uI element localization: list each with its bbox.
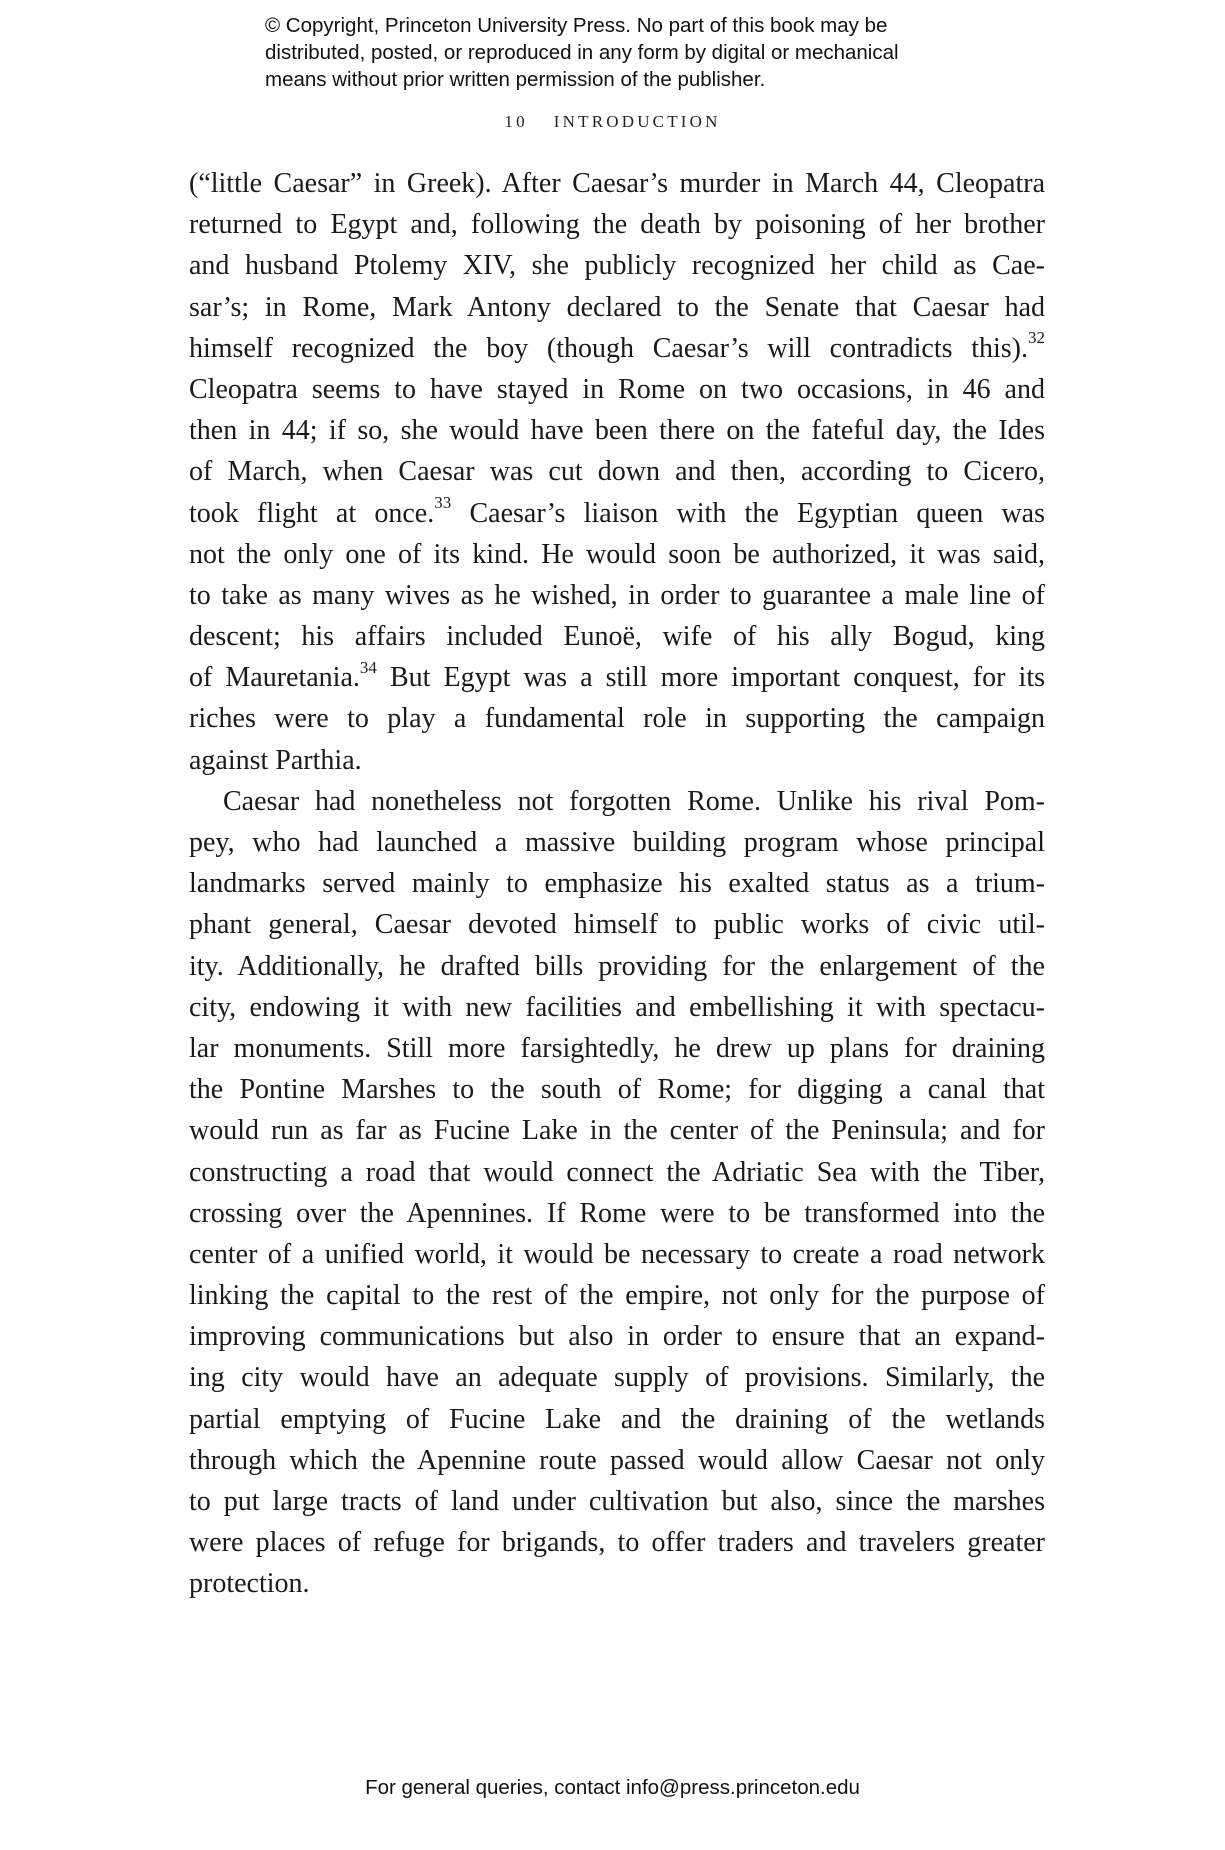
- text-line: to put large tracts of land under cultivation but also, since the marshes: [189, 1486, 1045, 1517]
- text-line: through which the Apennine route passed would allow Caesar not only: [189, 1444, 1045, 1476]
- running-head: [0, 112, 1225, 132]
- text-line: lar monuments. Still more farsightedly, he drew up plans for draining: [189, 1032, 1045, 1064]
- text-line: then in 44; if so, she would have been there on the fateful day, the Ides: [189, 415, 1045, 447]
- footnote-ref-32: 32: [1028, 328, 1045, 348]
- text-line: ity. Additionally, he drafted bills providing for the enlargement of the: [189, 950, 1045, 982]
- footnote-ref-34: 34: [359, 657, 377, 677]
- text-line: linking the capital to the rest of the empire, not only for the purpose of: [189, 1280, 1045, 1312]
- text-segment: of Mauretania.: [189, 662, 360, 694]
- text-line: [189, 657, 1045, 698]
- section-title: INTRODUCTION: [553, 112, 721, 131]
- text-line: city, endowing it with new facilities and embellishing it with spectacu-: [189, 991, 1045, 1023]
- copyright-line: means without prior written permission of the publisher.: [265, 68, 766, 91]
- text-line: not the only one of its kind. He would soon be authorized, it was said,: [189, 538, 1045, 570]
- text-segment: himself recognized the boy (though Caesar’s will contradicts this).: [189, 332, 1028, 364]
- footer-contact: For general queries, contact info@press.princeton.edu: [365, 1776, 860, 1799]
- text-line: (“little Caesar” in Greek). After Caesar’s murder in March 44, Cleopatra: [189, 168, 1045, 199]
- text-line: [189, 328, 1045, 369]
- text-line: Cleopatra seems to have stayed in Rome on two occasions, in 46 and: [189, 373, 1045, 405]
- text-line: the Pontine Marshes to the south of Rome; for digging a canal that: [189, 1074, 1045, 1106]
- text-line: center of a unified world, it would be necessary to create a road network: [189, 1238, 1045, 1270]
- text-line: ing city would have an adequate supply of provisions. Similarly, the: [189, 1362, 1045, 1394]
- text-line: and husband Ptolemy XIV, she publicly recognized her child as Cae-: [189, 250, 1045, 282]
- text-line: landmarks served mainly to emphasize his exalted status as a trium-: [189, 868, 1045, 900]
- text-line: phant general, Caesar devoted himself to public works of civic util-: [189, 909, 1045, 941]
- text-line: [189, 493, 1045, 534]
- text-line: constructing a road that would connect the Adriatic Sea with the Tiber,: [189, 1156, 1045, 1188]
- text-segment: took flight at once.: [189, 497, 435, 529]
- text-segment: But Egypt was a still more important conquest, for its: [376, 662, 1045, 694]
- body-text: [189, 163, 1045, 1605]
- copyright-line: © Copyright, Princeton University Press. No part of this book may be: [265, 14, 888, 37]
- text-line: partial emptying of Fucine Lake and the draining of the wetlands: [189, 1403, 1045, 1435]
- footnote-ref-33: 33: [434, 493, 452, 513]
- text-line: sar’s; in Rome, Mark Antony declared to the Senate that Caesar had: [189, 291, 1045, 323]
- text-line: crossing over the Apennines. If Rome were to be transformed into the: [189, 1197, 1045, 1229]
- text-line: against Parthia.: [189, 744, 362, 776]
- text-line: descent; his affairs included Eunoë, wife of his ally Bogud, king: [189, 621, 1045, 653]
- text-line: would run as far as Fucine Lake in the center of the Peninsula; and for: [189, 1115, 1045, 1147]
- text-line: improving communications but also in order to ensure that an expand-: [189, 1321, 1045, 1353]
- text-line: riches were to play a fundamental role in supporting the campaign: [189, 703, 1045, 735]
- text-line: were places of refuge for brigands, to offer traders and travelers greater: [189, 1527, 1045, 1559]
- text-line: pey, who had launched a massive building program whose principal: [189, 827, 1045, 858]
- text-line: to take as many wives as he wished, in order to guarantee a male line of: [189, 579, 1045, 611]
- page-number: 10: [504, 112, 528, 131]
- copyright-line: distributed, posted, or reproduced in any form by digital or mechanical: [265, 41, 899, 64]
- text-line: returned to Egypt and, following the death by poisoning of her brother: [189, 209, 1045, 241]
- copyright-notice: [265, 12, 1005, 93]
- text-line: Caesar had nonetheless not forgotten Rome. Unlike his rival Pom-: [223, 785, 1045, 817]
- text-segment: Caesar’s liaison with the Egyptian queen was: [451, 497, 1045, 529]
- text-line: of March, when Caesar was cut down and then, according to Cicero,: [189, 456, 1045, 488]
- text-line: protection.: [189, 1568, 310, 1600]
